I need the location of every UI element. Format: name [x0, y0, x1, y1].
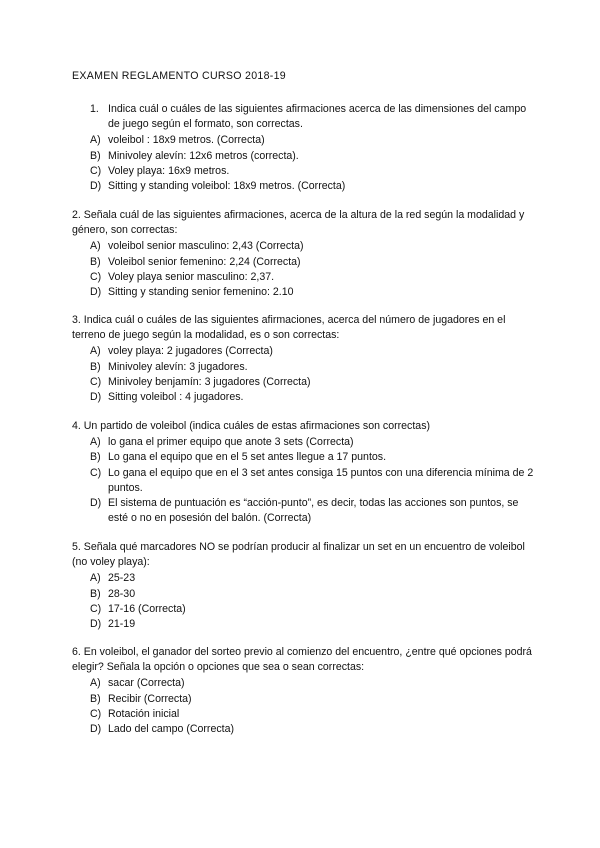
question-3-stem: 3. Indica cuál o cuáles de las siguientes afirmaciones, acerca del número de jugadores en el terreno de juego según la modalidad, es o son correctas: — [72, 314, 506, 342]
question-1-option-b: B) Minivoley alevín: 12x6 metros (correcta). — [90, 149, 299, 162]
question-6 — [72, 645, 534, 737]
question-1-text: Indica cuál o cuáles de las siguientes afirmaciones acerca de las dimensiones del campo de juego según el formato, son correctas. — [108, 103, 527, 131]
question-2-option-d: D) Sitting y standing senior femenino: 2.10 — [90, 286, 294, 299]
question-5-options — [72, 571, 534, 632]
question-4-options — [72, 435, 534, 526]
question-5-option-c: C) 17-16 (Correcta) — [90, 602, 186, 615]
question-5-option-a: A) 25-23 — [90, 572, 136, 585]
question-2-option-b: B) Voleibol senior femenino: 2,24 (Correcta) — [90, 255, 301, 268]
question-6-option-a: A) sacar (Correcta) — [90, 677, 185, 690]
question-1-options — [72, 133, 534, 194]
question-2 — [72, 208, 534, 300]
question-6-option-d: D) Lado del campo (Correcta) — [90, 723, 235, 736]
exam-title: EXAMEN REGLAMENTO CURSO 2018-19 — [72, 70, 286, 82]
question-5-stem: 5. Señala qué marcadores NO se podrían producir al finalizar un set en un encuentro de voleibol (no voley playa): — [72, 541, 525, 569]
question-3-option-d: D) Sitting voleibol : 4 jugadores. — [90, 391, 244, 404]
question-1-stem — [72, 102, 534, 132]
question-1-number: 1. — [90, 103, 99, 115]
question-1 — [72, 102, 534, 194]
question-6-option-c: C) Rotación inicial — [90, 707, 180, 720]
question-5 — [72, 540, 534, 632]
question-4-option-b: B) Lo gana el equipo que en el 5 set antes llegue a 17 puntos. — [90, 451, 387, 464]
question-4 — [72, 419, 534, 526]
question-4-option-a: A) lo gana el primer equipo que anote 3 sets (Correcta) — [90, 436, 354, 449]
question-3-option-b: B) Minivoley alevín: 3 jugadores. — [90, 360, 248, 373]
question-2-stem: 2. Señala cuál de las siguientes afirmaciones, acerca de la altura de la red según la modalidad y género, son correctas: — [72, 209, 525, 237]
question-1-option-d: D) Sitting y standing voleibol: 18x9 metros. (Correcta) — [90, 180, 346, 193]
question-2-option-c: C) Voley playa senior masculino: 2,37. — [90, 270, 275, 283]
question-5-option-d: D) 21-19 — [90, 618, 136, 631]
question-2-option-a: A) voleibol senior masculino: 2,43 (Correcta) — [90, 240, 304, 253]
question-4-option-d: D) El sistema de puntuación es “acción-punto”, es decir, todas las acciones son puntos, se esté o no en posesión del balón. (Correcta) — [90, 497, 519, 525]
question-3-option-c: C) Minivoley benjamín: 3 jugadores (Correcta) — [90, 375, 311, 388]
question-4-option-c: C) Lo gana el equipo que en el 3 set antes consiga 15 puntos con una diferencia mínima de 2 puntos. — [90, 466, 534, 494]
question-6-option-b: B) Recibir (Correcta) — [90, 692, 192, 705]
question-3-option-a: A) voley playa: 2 jugadores (Correcta) — [90, 345, 273, 358]
question-2-options — [72, 239, 534, 300]
question-1-option-c: C) Voley playa: 16x9 metros. — [90, 164, 230, 177]
question-1-option-a: A) voleibol : 18x9 metros. (Correcta) — [90, 134, 265, 147]
question-5-option-b: B) 28-30 — [90, 587, 136, 600]
question-6-options — [72, 676, 534, 737]
question-3 — [72, 313, 534, 405]
question-6-stem: 6. En voleibol, el ganador del sorteo previo al comienzo del encuentro, ¿entre qué opciones podrá elegir? Señala la opción o opciones que sea o sean correctas: — [72, 646, 532, 674]
question-3-options — [72, 344, 534, 405]
question-4-stem: 4. Un partido de voleibol (indica cuáles de estas afirmaciones son correctas) — [72, 420, 431, 432]
